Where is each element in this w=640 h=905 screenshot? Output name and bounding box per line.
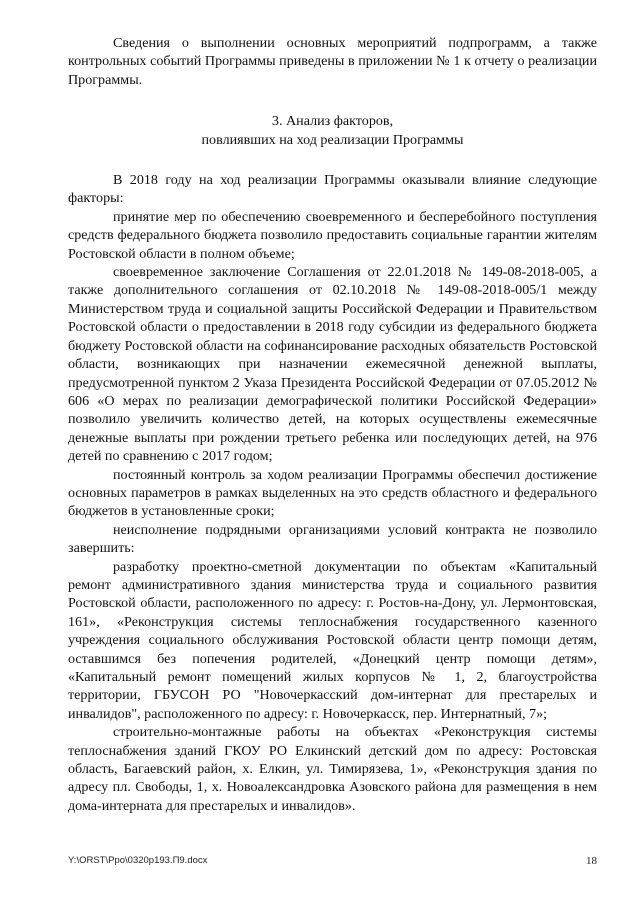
body-paragraph-contract-failure: неисполнение подрядными организациями условий контракта не позволило завершить: (68, 521, 597, 557)
page-number: 18 (586, 855, 597, 867)
body-paragraph-design-docs: разработку проектно-сметной документации по объектам «Капитальный ремонт административного здания министерства труда и социального развития Ростовской области, расположенного по адресу: г. Ростов-на-Дону, ул. Лермонтовская, 161», «Реконструкция системы теплоснабжения государственного казенного учреждения социального обслуживания Ростовской области центр помощи детям, оставшимся без попечения родителей, «Донецкий центр помощи детям», «Капитальный ремонт помещений жилых корпусов № 1, 2, благоустройства территории, ГБУСОН РО "Новочеркасский дом-интернат для престарелых и инвалидов", расположенного по адресу: г. Новочеркасск, пер. Интернатный, 7»; (68, 558, 597, 722)
footer-file-path: Y:\ORST\Ppo\0320p193.П9.docx (68, 855, 208, 866)
body-paragraph-federal-funds: принятие мер по обеспечению своевременного и бесперебойного поступления средств федерального бюджета позволило предоставить социальные гарантии жителям Ростовской области в полном объеме; (68, 208, 597, 262)
section-heading-line-2: повлиявших на ход реализации Программы (201, 131, 464, 148)
page-footer (68, 855, 597, 867)
section-heading-line-1: 3. Анализ факторов, (271, 113, 394, 130)
intro-paragraph: Сведения о выполнении основных мероприятий подпрограмм, а также контрольных событий Программы приведены в приложении № 1 к отчету о реализации Программы. (68, 35, 597, 88)
body-paragraph-control: постоянный контроль за ходом реализации Программы обеспечил достижение основных параметров в рамках выделенных на это средств областного и федерального бюджетов в установленные сроки; (68, 466, 597, 520)
body-paragraph-construction: строительно-монтажные работы на объектах «Реконструкция системы теплоснабжения зданий ГКОУ РО Елкинский детский дом по адресу: Ростовская область, Багаевский район, х. Елкин, ул. Тимирязева, 1», «Реконструкция здания по адресу пл. Свободы, 1, х. Новоалександровка Азовского района для размещения в нем дома-интерната для престарелых и инвалидов». (68, 724, 597, 814)
body-paragraph-agreement: своевременное заключение Соглашения от 22.01.2018 № 149-08-2018-005, а также дополнительного соглашения от 02.10.2018 № 149-08-2018-005/1 между Министерством труда и социальной защиты Российской Федерации и Правительством Ростовской области о предоставлении в 2018 году субсидии из федерального бюджета бюджету Ростовской области на софинансирование расходных обязательств Ростовской области, возникающих при назначении ежемесячной денежной выплаты, предусмотренной пунктом 2 Указа Президента Российской Федерации от 07.05.2012 № 606 «О мерах по реализации демографической политики Российской Федерации» позволило увеличить количество детей, на которых осуществлены ежемесячные денежные выплаты при рождении третьего ребенка или последующих детей, на 976 детей по сравнению с 2017 годом; (68, 264, 597, 465)
section-heading (68, 112, 597, 149)
body-paragraph-factors-intro: В 2018 году на ход реализации Программы оказывали влияние следующие факторы: (68, 172, 597, 207)
